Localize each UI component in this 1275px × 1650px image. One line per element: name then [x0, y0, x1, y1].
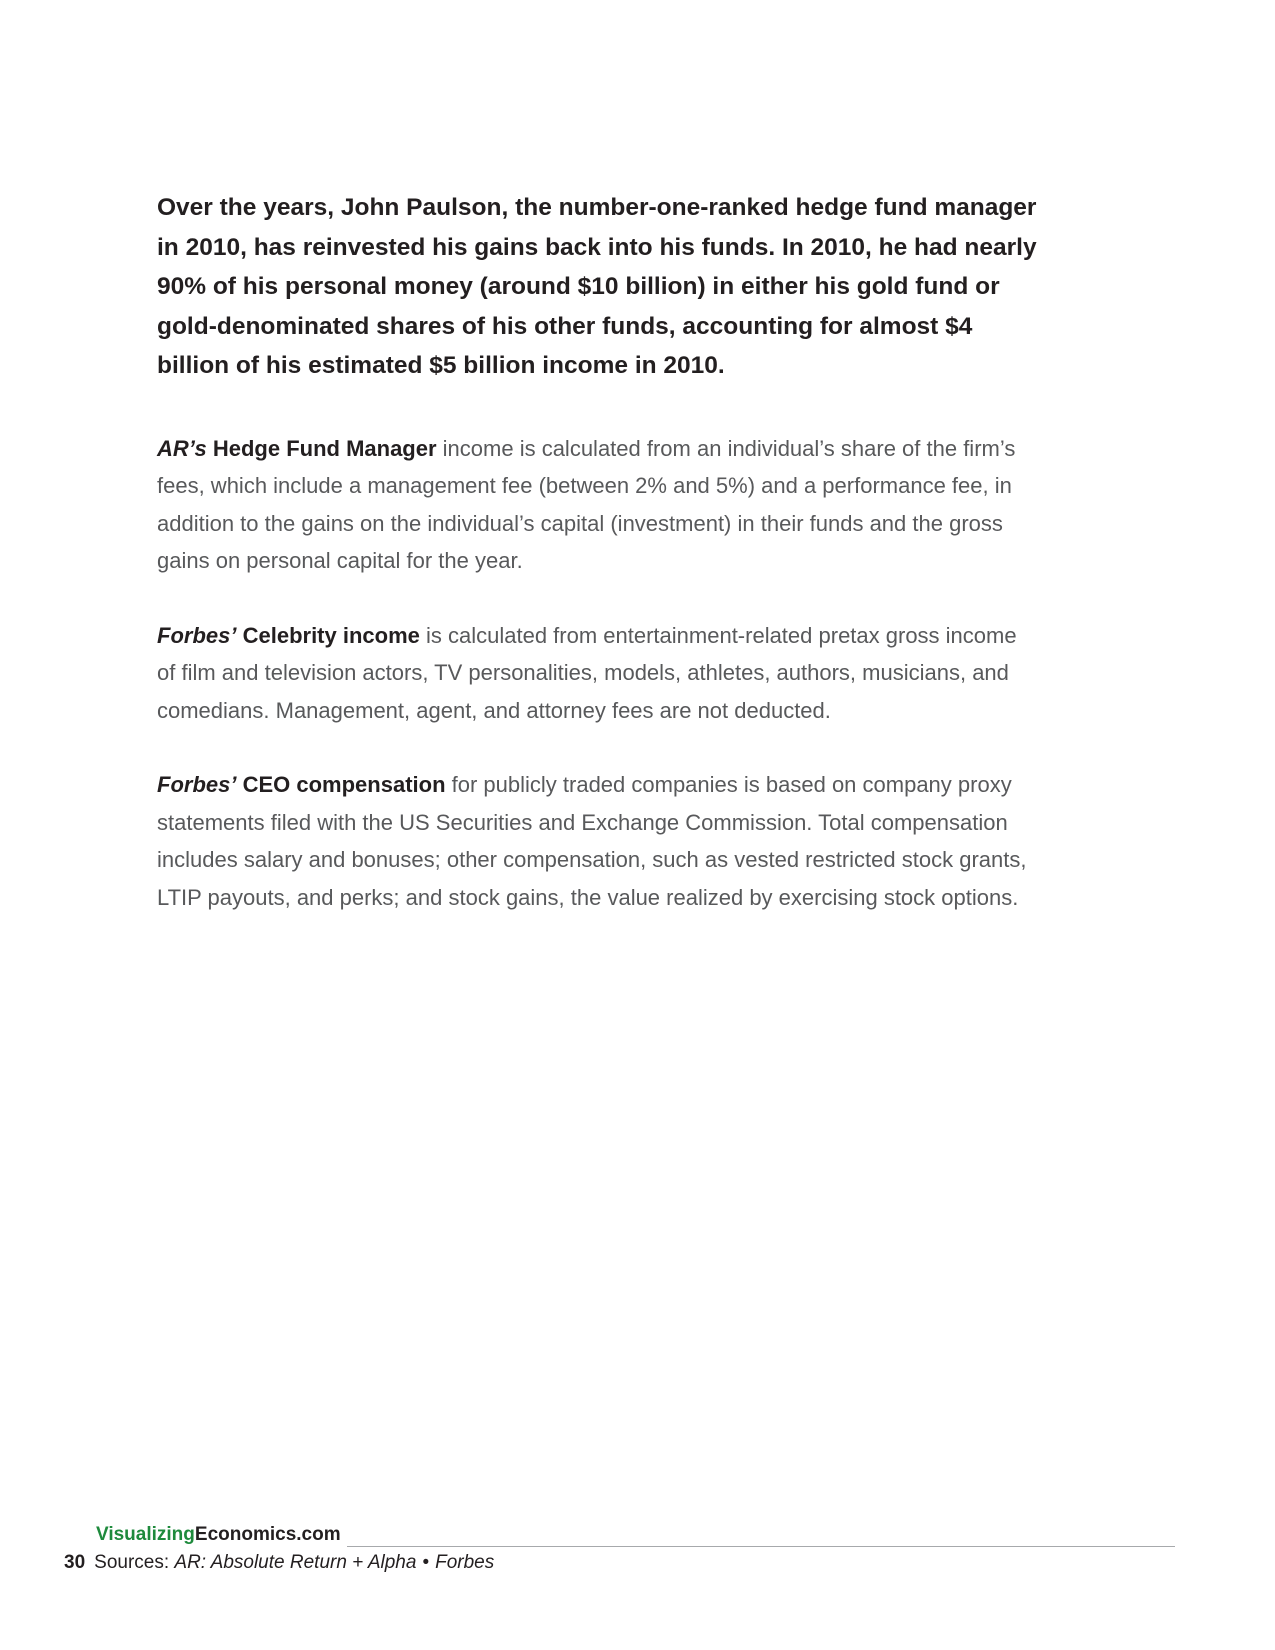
definition-source: Forbes’	[157, 622, 237, 648]
definition-celebrity-income	[157, 617, 1037, 730]
main-content	[157, 188, 1037, 953]
definition-hedge-fund-manager	[157, 430, 1037, 580]
definition-source: AR’s	[157, 435, 207, 461]
source-separator: •	[422, 1552, 430, 1573]
definition-term: CEO compensation	[242, 772, 446, 797]
definition-text: income is calculated from an individual’s share of the firm’s fees, which include a management fee (between 2% and 5%) and a performance fee, in addition to the gains on the individual’s capital (investment) in their funds and the gross gains on personal capital for the year.	[157, 435, 1016, 573]
definition-ceo-compensation	[157, 766, 1037, 916]
definition-source: Forbes’	[157, 772, 237, 797]
definition-term: Celebrity income	[242, 622, 420, 648]
definition-text: for publicly traded companies is based on company proxy statements filed with the US Securities and Exchange Commission. Total compensation includes salary and bonuses; other compensation, such as vested restricted stock grants, LTIP payouts, and perks; and stock gains, the value realized by exercising stock options.	[157, 772, 1027, 910]
footer-divider	[347, 1546, 1175, 1547]
definition-text: is calculated from entertainment-related pretax gross income of film and television actors, TV personalities, models, athletes, authors, musicians, and comedians. Management, agent, and attorney fees are not deducted.	[157, 622, 1017, 723]
brand-economics: Economics.com	[194, 1524, 341, 1545]
definition-term: Hedge Fund Manager	[212, 435, 437, 461]
footer-sources	[64, 1552, 494, 1574]
source-forbes: Forbes	[435, 1552, 495, 1573]
footer-brand[interactable]	[96, 1524, 341, 1546]
sources-label: Sources:	[94, 1552, 175, 1573]
source-absolute-return: AR: Absolute Return + Alpha	[174, 1552, 417, 1573]
page-number: 30	[64, 1552, 86, 1573]
intro-paragraph: Over the years, John Paulson, the number-one-ranked hedge fund manager in 2010, has reinvested his gains back into his funds. In 2010, he had nearly 90% of his personal money (around $10 billion) in either his gold fund or gold-denominated shares of his other funds, accounting for almost $4 billion of his estimated $5 billion income in 2010.	[157, 194, 1037, 379]
brand-visualizing: Visualizing	[96, 1524, 195, 1545]
